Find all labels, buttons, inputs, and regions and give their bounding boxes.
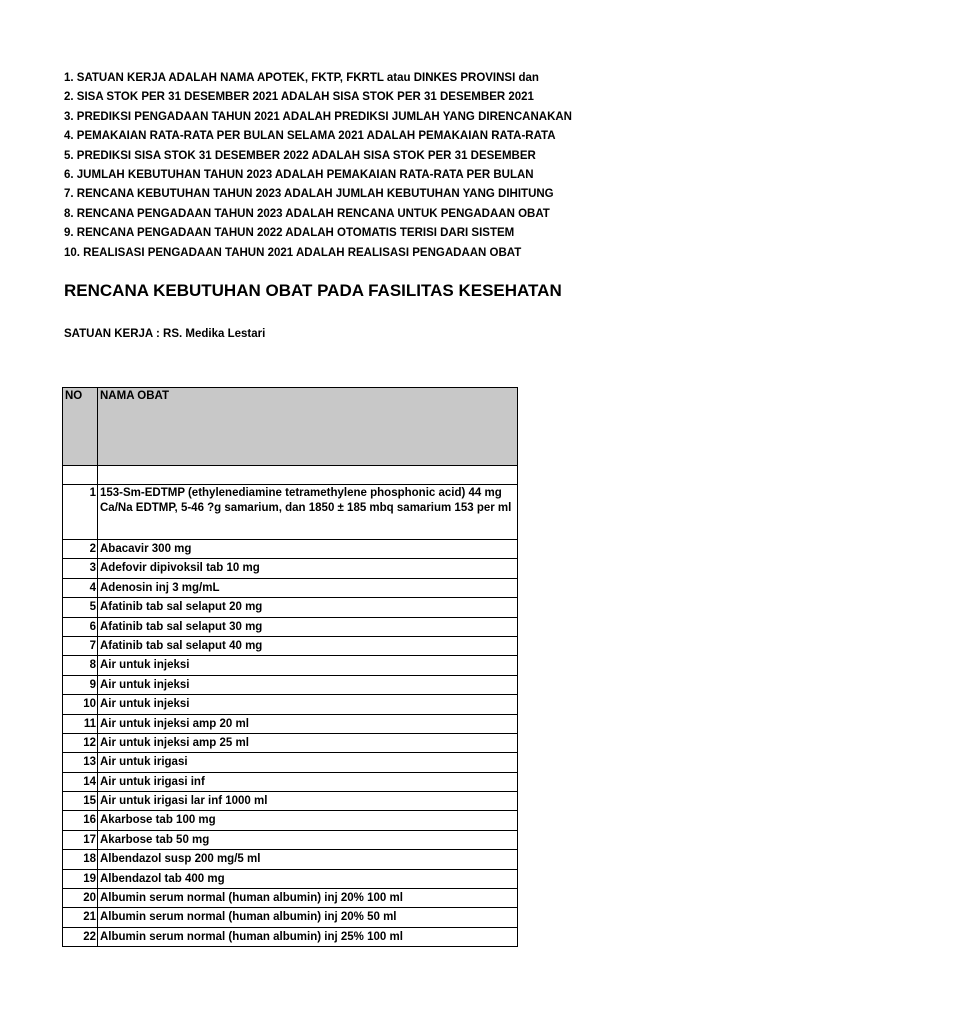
row-number: 16 xyxy=(63,811,98,830)
instructions-list xyxy=(64,69,964,263)
table-row xyxy=(63,792,518,811)
table-row xyxy=(63,656,518,675)
medicine-name: Air untuk irigasi inf xyxy=(98,772,518,791)
medicine-name: Adefovir dipivoksil tab 10 mg xyxy=(98,559,518,578)
table-spacer-row xyxy=(63,466,518,485)
table-cell xyxy=(98,466,518,485)
instruction-item: 10. REALISASI PENGADAAN TAHUN 2021 ADALAH REALISASI PENGADAAN OBAT xyxy=(64,246,522,259)
medicine-name: Afatinib tab sal selaput 20 mg xyxy=(98,598,518,617)
row-number: 9 xyxy=(63,675,98,694)
table-row xyxy=(63,830,518,849)
medicine-name: Air untuk injeksi xyxy=(98,695,518,714)
table-row xyxy=(63,889,518,908)
row-number: 22 xyxy=(63,927,98,946)
row-number: 2 xyxy=(63,540,98,559)
row-number: 12 xyxy=(63,733,98,752)
medicine-name: Adenosin inj 3 mg/mL xyxy=(98,578,518,597)
row-number: 5 xyxy=(63,598,98,617)
medicine-name: Albumin serum normal (human albumin) inj 20% 100 ml xyxy=(98,889,518,908)
table-row xyxy=(63,869,518,888)
row-number: 8 xyxy=(63,656,98,675)
document-title: RENCANA KEBUTUHAN OBAT PADA FASILITAS KESEHATAN xyxy=(64,281,562,300)
table-row xyxy=(63,811,518,830)
row-number: 18 xyxy=(63,850,98,869)
medicine-name: Albendazol tab 400 mg xyxy=(98,869,518,888)
table-row xyxy=(63,485,518,540)
table-row xyxy=(63,636,518,655)
instruction-item: 2. SISA STOK PER 31 DESEMBER 2021 ADALAH SISA STOK PER 31 DESEMBER 2021 xyxy=(64,91,534,104)
row-number: 1 xyxy=(63,485,98,540)
medicine-name: Air untuk injeksi xyxy=(98,656,518,675)
table-row xyxy=(63,908,518,927)
row-number: 3 xyxy=(63,559,98,578)
instruction-item: 9. RENCANA PENGADAAN TAHUN 2022 ADALAH OTOMATIS TERISI DARI SISTEM xyxy=(64,227,515,240)
row-number: 15 xyxy=(63,792,98,811)
medicine-name: Air untuk irigasi lar inf 1000 ml xyxy=(98,792,518,811)
table-row xyxy=(63,733,518,752)
row-number: 20 xyxy=(63,889,98,908)
table-row xyxy=(63,540,518,559)
table-row xyxy=(63,753,518,772)
row-number: 17 xyxy=(63,830,98,849)
row-number: 13 xyxy=(63,753,98,772)
table-row xyxy=(63,617,518,636)
work-unit-label: SATUAN KERJA : RS. Medika Lestari xyxy=(64,328,266,340)
medicine-name: Afatinib tab sal selaput 40 mg xyxy=(98,636,518,655)
table-row xyxy=(63,559,518,578)
table-row xyxy=(63,598,518,617)
column-header-name: NAMA OBAT xyxy=(98,388,518,466)
instruction-item: 8. RENCANA PENGADAAN TAHUN 2023 ADALAH RENCANA UNTUK PENGADAAN OBAT xyxy=(64,207,550,220)
row-number: 21 xyxy=(63,908,98,927)
table-cell xyxy=(63,466,98,485)
row-number: 4 xyxy=(63,578,98,597)
medicine-name: 153-Sm-EDTMP (ethylenediamine tetramethylene phosphonic acid) 44 mg Ca/Na EDTMP, 5-46 ?g samarium, dan 1850 ± 185 mbq samarium 153 per ml xyxy=(98,485,518,540)
medicine-table xyxy=(62,387,518,947)
row-number: 11 xyxy=(63,714,98,733)
column-header-no: NO xyxy=(63,388,98,466)
medicine-name: Abacavir 300 mg xyxy=(98,540,518,559)
medicine-name: Air untuk injeksi amp 25 ml xyxy=(98,733,518,752)
medicine-name: Afatinib tab sal selaput 30 mg xyxy=(98,617,518,636)
instruction-item: 5. PREDIKSI SISA STOK 31 DESEMBER 2022 ADALAH SISA STOK PER 31 DESEMBER xyxy=(64,149,536,162)
table-header-row xyxy=(63,388,518,466)
instruction-item: 4. PEMAKAIAN RATA-RATA PER BULAN SELAMA 2021 ADALAH PEMAKAIAN RATA-RATA xyxy=(64,130,556,143)
table-row xyxy=(63,714,518,733)
instruction-item: 7. RENCANA KEBUTUHAN TAHUN 2023 ADALAH JUMLAH KEBUTUHAN YANG DIHITUNG xyxy=(64,188,554,201)
medicine-name: Albendazol susp 200 mg/5 ml xyxy=(98,850,518,869)
row-number: 19 xyxy=(63,869,98,888)
table-body xyxy=(63,466,518,947)
row-number: 10 xyxy=(63,695,98,714)
medicine-name: Air untuk injeksi amp 20 ml xyxy=(98,714,518,733)
row-number: 14 xyxy=(63,772,98,791)
table-row xyxy=(63,927,518,946)
medicine-name: Akarbose tab 50 mg xyxy=(98,830,518,849)
medicine-name: Albumin serum normal (human albumin) inj 25% 100 ml xyxy=(98,927,518,946)
table-row xyxy=(63,772,518,791)
instruction-item: 1. SATUAN KERJA ADALAH NAMA APOTEK, FKTP, FKRTL atau DINKES PROVINSI dan xyxy=(64,72,539,84)
table-row xyxy=(63,578,518,597)
table-row xyxy=(63,695,518,714)
medicine-name: Akarbose tab 100 mg xyxy=(98,811,518,830)
row-number: 6 xyxy=(63,617,98,636)
instruction-item: 3. PREDIKSI PENGADAAN TAHUN 2021 ADALAH PREDIKSI JUMLAH YANG DIRENCANAKAN xyxy=(64,110,572,123)
row-number: 7 xyxy=(63,636,98,655)
medicine-name: Air untuk injeksi xyxy=(98,675,518,694)
medicine-name: Air untuk irigasi xyxy=(98,753,518,772)
table-row xyxy=(63,675,518,694)
medicine-name: Albumin serum normal (human albumin) inj 20% 50 ml xyxy=(98,908,518,927)
table-row xyxy=(63,850,518,869)
instruction-item: 6. JUMLAH KEBUTUHAN TAHUN 2023 ADALAH PEMAKAIAN RATA-RATA PER BULAN xyxy=(64,168,534,181)
